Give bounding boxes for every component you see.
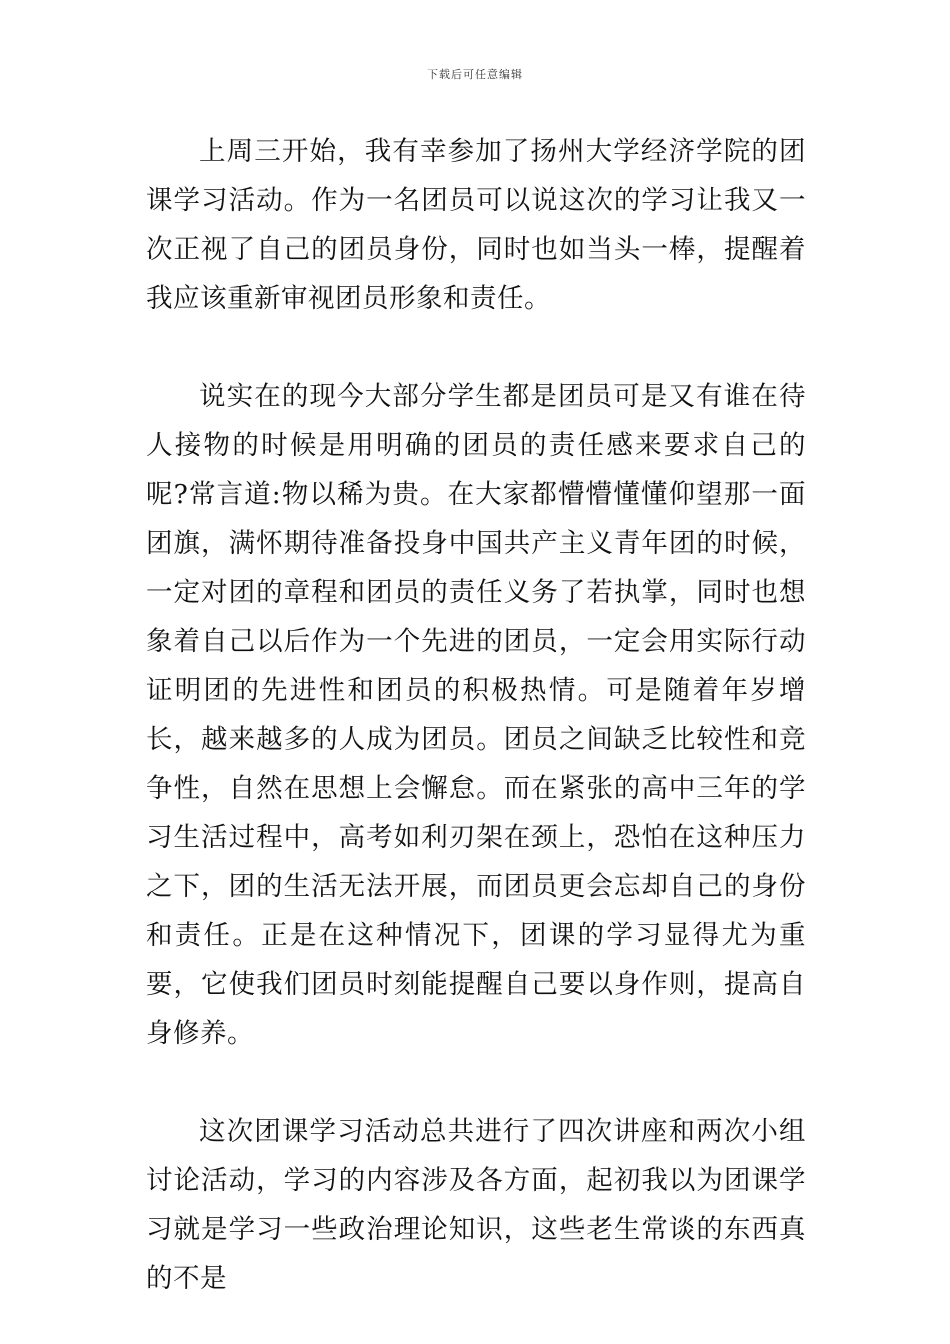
paragraph: 这次团课学习活动总共进行了四次讲座和两次小组讨论活动，学习的内容涉及各方面，起初我以为团课学习就是学习一些政治理论知识，这些老生常谈的东西真的不是 [146, 1116, 806, 1294]
document-body [146, 127, 806, 1303]
header-note: 下载后可任意编辑 [427, 68, 523, 81]
paragraph: 上周三开始，我有幸参加了扬州大学经济学院的团课学习活动。作为一名团员可以说这次的学习让我又一次正视了自己的团员身份，同时也如当头一棒，提醒着我应该重新审视团员形象和责任。 [146, 136, 806, 314]
paragraph: 说实在的现今大部分学生都是团员可是又有谁在待人接物的时候是用明确的团员的责任感来要求自己的呢?常言道:物以稀为贵。在大家都懵懵懂懂仰望那一面团旗，满怀期待准备投身中国共产主义青年团的时候，一定对团的章程和团员的责任义务了若执掌，同时也想象着自己以后作为一个先进的团员，一定会用实际行动证明团的先进性和团员的积极热情。可是随着年岁增长，越来越多的人成为团员。团员之间缺乏比较性和竞争性，自然在思想上会懈怠。而在紧张的高中三年的学习生活过程中，高考如利刃架在颈上，恐怕在这种压力之下，团的生活无法开展，而团员更会忘却自己的身份和责任。正是在这种情况下，团课的学习显得尤为重要，它使我们团员时刻能提醒自己要以身作则，提高自身修养。 [146, 381, 806, 1049]
